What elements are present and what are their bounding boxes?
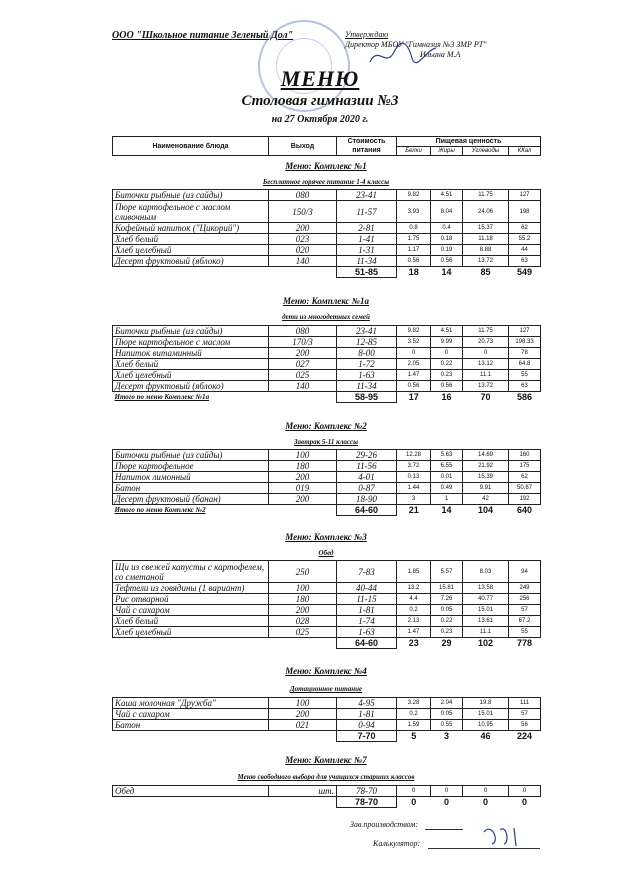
- dish-name: Батон: [113, 483, 269, 494]
- dish-proteins: 0.8: [397, 223, 431, 234]
- dish-fats: 6.55: [431, 461, 463, 472]
- dish-price: 11-34: [337, 381, 397, 392]
- dish-name: Пюре картофельное: [113, 461, 269, 472]
- dish-kcal: 44: [509, 245, 541, 256]
- total-carbs: 85: [480, 267, 491, 278]
- dish-carbs: 11.75: [463, 326, 509, 337]
- table-row: [113, 370, 541, 381]
- table-row: [113, 605, 541, 616]
- table-row: [113, 348, 541, 359]
- dish-kcal: 256: [509, 594, 541, 605]
- totals-row: [113, 505, 541, 516]
- dish-price: 23-41: [337, 190, 397, 201]
- dish-carbs: 11.1: [463, 627, 509, 638]
- dish-output: 140: [269, 381, 337, 392]
- total-price: 64-60: [337, 505, 397, 516]
- dish-carbs: 20.73: [463, 337, 509, 348]
- total-fats: 0: [443, 797, 449, 808]
- col-output: Выход: [269, 137, 337, 156]
- dish-name: Биточки рыбные (из сайды): [113, 450, 269, 461]
- dish-fats: 5.63: [431, 450, 463, 461]
- dish-carbs: 13.61: [463, 616, 509, 627]
- dish-price: 2-81: [337, 223, 397, 234]
- table-row: [113, 786, 541, 797]
- dish-fats: 4.51: [431, 190, 463, 201]
- total-carbs: 0: [482, 797, 488, 808]
- dish-output: 023: [269, 234, 337, 245]
- total-fats: 16: [441, 392, 452, 403]
- dish-output: 200: [269, 709, 337, 720]
- table-row: [113, 326, 541, 337]
- dish-price: 7-83: [337, 561, 397, 583]
- approval-position: Директор МБОУ "Гимназия №3 ЗМР РТ": [345, 40, 487, 49]
- dish-fats: 0.05: [431, 709, 463, 720]
- dish-name: Хлеб белый: [113, 616, 269, 627]
- table-row: [113, 472, 541, 483]
- total-price: 78-70: [337, 797, 397, 808]
- dish-carbs: 24.06: [463, 201, 509, 223]
- totals-label: Итого по меню Комплекс №1а: [114, 393, 210, 402]
- table-row: [113, 256, 541, 267]
- dish-price: 1-31: [337, 245, 397, 256]
- section-table: [112, 449, 541, 516]
- dish-output: 250: [269, 561, 337, 583]
- dish-price: 11-57: [337, 201, 397, 223]
- section-title: Меню: Комплекс №7: [285, 755, 367, 765]
- dish-kcal: 62: [509, 223, 541, 234]
- total-price: 51-85: [337, 267, 397, 278]
- dish-carbs: 13.72: [463, 381, 509, 392]
- dish-proteins: 0: [397, 786, 431, 797]
- dish-price: 11-34: [337, 256, 397, 267]
- totals-label: Итого по меню Комплекс №2: [114, 506, 206, 515]
- section-subtitle: дети из многодетных семей: [282, 313, 370, 321]
- totals-row: [113, 267, 541, 278]
- dish-fats: 0.4: [431, 223, 463, 234]
- dish-output: 100: [269, 450, 337, 461]
- dish-fats: 0.22: [431, 359, 463, 370]
- dish-price: 11-56: [337, 461, 397, 472]
- dish-proteins: 3: [397, 494, 431, 505]
- section-table: [112, 785, 541, 808]
- dish-kcal: 175: [509, 461, 541, 472]
- dish-proteins: 4.4: [397, 594, 431, 605]
- dish-output: 080: [269, 190, 337, 201]
- menu-date: на 27 Октября 2020 г.: [271, 114, 369, 125]
- dish-carbs: 40.77: [463, 594, 509, 605]
- dish-proteins: 13.2: [397, 583, 431, 594]
- dish-price: 1-41: [337, 234, 397, 245]
- dish-price: 0-94: [337, 720, 397, 731]
- dish-fats: 1: [431, 494, 463, 505]
- dish-proteins: 0.13: [397, 472, 431, 483]
- dish-output: 150/3: [269, 201, 337, 223]
- dish-kcal: 160: [509, 450, 541, 461]
- dish-output: 080: [269, 326, 337, 337]
- dish-output: 019: [269, 483, 337, 494]
- section-title: Меню: Комплекс №3: [285, 532, 367, 542]
- total-price: 64-60: [337, 638, 397, 649]
- dish-fats: 0.56: [431, 381, 463, 392]
- dish-fats: 0.55: [431, 720, 463, 731]
- total-kcal: 549: [516, 267, 533, 278]
- dish-output: 200: [269, 348, 337, 359]
- dish-proteins: 0.56: [397, 381, 431, 392]
- dish-proteins: 0.56: [397, 256, 431, 267]
- dish-carbs: 9.91: [463, 483, 509, 494]
- dish-fats: 4.51: [431, 326, 463, 337]
- dish-kcal: 56: [509, 720, 541, 731]
- dish-carbs: 15.01: [463, 709, 509, 720]
- table-row: [113, 561, 541, 583]
- table-row: [113, 698, 541, 709]
- table-row: [113, 359, 541, 370]
- total-fats: 14: [441, 267, 452, 278]
- dish-name: Щи из свежей капусты с картофелем, со сметаной: [113, 561, 269, 583]
- dish-proteins: 1.47: [397, 627, 431, 638]
- dish-kcal: 63: [509, 256, 541, 267]
- organization-name: ООО "Школьное питание Зеленый Дол": [112, 30, 294, 41]
- dish-kcal: 63: [509, 381, 541, 392]
- col-cost: Стоимость питания: [337, 137, 397, 156]
- table-row: [113, 616, 541, 627]
- dish-name: Рис отварной: [113, 594, 269, 605]
- dish-fats: 0.19: [431, 245, 463, 256]
- dish-proteins: 3.52: [397, 337, 431, 348]
- dish-fats: 5.57: [431, 561, 463, 583]
- dish-kcal: 198.33: [509, 337, 541, 348]
- dish-kcal: 249: [509, 583, 541, 594]
- section-title: Меню: Комплекс №1: [285, 161, 367, 171]
- dish-price: 4-95: [337, 698, 397, 709]
- production-signature-line: [425, 829, 463, 830]
- total-kcal: 224: [516, 731, 533, 742]
- dish-price: 1-63: [337, 370, 397, 381]
- dish-price: 11-15: [337, 594, 397, 605]
- dish-kcal: 64.8: [509, 359, 541, 370]
- section-table: [112, 697, 541, 742]
- dish-carbs: 8.88: [463, 245, 509, 256]
- dish-kcal: 50.67: [509, 483, 541, 494]
- dish-name: Кофейный напиток ("Цикорий"): [113, 223, 269, 234]
- dish-output: 020: [269, 245, 337, 256]
- dish-fats: 0.01: [431, 472, 463, 483]
- dish-kcal: 55.2: [509, 234, 541, 245]
- dish-carbs: 15.37: [463, 223, 509, 234]
- dish-price: 4-01: [337, 472, 397, 483]
- dish-proteins: 0.2: [397, 709, 431, 720]
- dish-proteins: 1.17: [397, 245, 431, 256]
- table-row: [113, 461, 541, 472]
- dish-name: Десерт фруктовый (банан): [113, 494, 269, 505]
- total-price: 58-95: [337, 392, 397, 403]
- dish-output: 025: [269, 370, 337, 381]
- section-subtitle: Завтрак 5-11 классы: [294, 438, 358, 446]
- dish-carbs: 11.18: [463, 234, 509, 245]
- dish-proteins: 1.85: [397, 561, 431, 583]
- dish-fats: 0: [431, 786, 463, 797]
- dish-proteins: 3.72: [397, 461, 431, 472]
- dish-carbs: 14.69: [463, 450, 509, 461]
- dish-price: 23-41: [337, 326, 397, 337]
- total-kcal: 640: [516, 505, 533, 516]
- dish-price: 1-81: [337, 605, 397, 616]
- section-subtitle: Обед: [318, 549, 334, 557]
- dish-output: 140: [269, 256, 337, 267]
- table-row: [113, 337, 541, 348]
- dish-output: 200: [269, 472, 337, 483]
- dish-fats: 0: [431, 348, 463, 359]
- dish-price: 18-90: [337, 494, 397, 505]
- dish-name: Биточки рыбные (из сайды): [113, 190, 269, 201]
- dish-name: Каша молочная "Дружба": [113, 698, 269, 709]
- dish-name: Хлеб белый: [113, 359, 269, 370]
- dish-output: 180: [269, 461, 337, 472]
- dish-kcal: 198: [509, 201, 541, 223]
- dish-kcal: 62: [509, 472, 541, 483]
- total-carbs: 104: [477, 505, 494, 516]
- dish-price: 8-00: [337, 348, 397, 359]
- dish-proteins: 3.93: [397, 201, 431, 223]
- dish-proteins: 0.2: [397, 605, 431, 616]
- dish-name: Чай с сахаром: [113, 605, 269, 616]
- total-kcal: 778: [516, 638, 533, 649]
- table-row: [113, 594, 541, 605]
- dish-proteins: 0: [397, 348, 431, 359]
- total-proteins: 18: [408, 267, 419, 278]
- dish-carbs: 21.92: [463, 461, 509, 472]
- total-proteins: 17: [408, 392, 419, 403]
- dish-output: шт.: [269, 786, 337, 797]
- dish-kcal: 94: [509, 561, 541, 583]
- table-row: [113, 450, 541, 461]
- dish-carbs: 11.75: [463, 190, 509, 201]
- dish-name: Чай с сахаром: [113, 709, 269, 720]
- production-manager-label: Зав.производством:: [350, 820, 419, 829]
- total-carbs: 102: [477, 638, 494, 649]
- dish-name: Обед: [113, 786, 269, 797]
- dish-output: 200: [269, 223, 337, 234]
- total-price: 7-70: [337, 731, 397, 742]
- dish-proteins: 1.44: [397, 483, 431, 494]
- section-subtitle: Дотационное питание: [289, 685, 363, 693]
- total-fats: 3: [443, 731, 449, 742]
- dish-proteins: 1.59: [397, 720, 431, 731]
- total-proteins: 5: [411, 731, 417, 742]
- total-carbs: 46: [480, 731, 491, 742]
- totals-row: [113, 797, 541, 808]
- col-kcal: ККал: [509, 147, 541, 156]
- dish-kcal: 127: [509, 190, 541, 201]
- section-title: Меню: Комплекс №4: [285, 666, 367, 676]
- dish-output: 027: [269, 359, 337, 370]
- col-carbs: Углеводы: [463, 147, 509, 156]
- table-row: [113, 720, 541, 731]
- dish-price: 0-87: [337, 483, 397, 494]
- dish-carbs: 15.01: [463, 605, 509, 616]
- dish-proteins: 2.05: [397, 359, 431, 370]
- dish-carbs: 11.1: [463, 370, 509, 381]
- col-proteins: Белки: [397, 147, 431, 156]
- calculator-label: Калькулятор:: [373, 839, 421, 848]
- dish-price: 29-26: [337, 450, 397, 461]
- dish-fats: 0.18: [431, 234, 463, 245]
- dish-fats: 15.81: [431, 583, 463, 594]
- dish-proteins: 9.82: [397, 190, 431, 201]
- dish-fats: 0.49: [431, 483, 463, 494]
- dish-carbs: 10.95: [463, 720, 509, 731]
- section-table: [112, 560, 541, 649]
- col-fats: Жиры: [431, 147, 463, 156]
- dish-kcal: 127: [509, 326, 541, 337]
- dish-carbs: 0: [463, 348, 509, 359]
- dish-name: Хлеб белый: [113, 234, 269, 245]
- dish-fats: 0.56: [431, 256, 463, 267]
- dish-carbs: 13.12: [463, 359, 509, 370]
- dish-name: Пюре картофельное с маслом: [113, 337, 269, 348]
- dish-carbs: 13.72: [463, 256, 509, 267]
- dish-name: Биточки рыбные (из сайды): [113, 326, 269, 337]
- col-name: Наименование блюда: [113, 137, 269, 156]
- dish-price: 1-81: [337, 709, 397, 720]
- col-nutrition: Пищевая ценность: [397, 137, 541, 147]
- dish-output: 180: [269, 594, 337, 605]
- section-subtitle: Меню свободного выбора для учащихся старших классов: [237, 773, 415, 781]
- dish-output: 200: [269, 605, 337, 616]
- dish-carbs: 0: [463, 786, 509, 797]
- dish-name: Батон: [113, 720, 269, 731]
- dish-price: 1-63: [337, 627, 397, 638]
- dish-carbs: 13.58: [463, 583, 509, 594]
- dish-name: Хлеб целебный: [113, 245, 269, 256]
- dish-kcal: 55: [509, 370, 541, 381]
- table-row: [113, 483, 541, 494]
- dish-name: Десерт фруктовый (яблоко): [113, 381, 269, 392]
- dish-fats: 0.23: [431, 627, 463, 638]
- dish-name: Хлеб целебный: [113, 370, 269, 381]
- table-row: [113, 381, 541, 392]
- approval-word: Утверждаю: [345, 30, 389, 39]
- dish-output: 200: [269, 494, 337, 505]
- total-fats: 29: [441, 638, 452, 649]
- dish-name: Десерт фруктовый (яблоко): [113, 256, 269, 267]
- dish-price: 12-85: [337, 337, 397, 348]
- dish-kcal: 67.2: [509, 616, 541, 627]
- dish-fats: 2.04: [431, 698, 463, 709]
- table-row: [113, 201, 541, 223]
- dish-proteins: 12.28: [397, 450, 431, 461]
- section-table: [112, 189, 541, 278]
- dish-kcal: 0: [509, 786, 541, 797]
- total-proteins: 23: [408, 638, 419, 649]
- total-proteins: 0: [411, 797, 417, 808]
- table-row: [113, 494, 541, 505]
- dish-fats: 9.99: [431, 337, 463, 348]
- table-row: [113, 709, 541, 720]
- table-row: [113, 245, 541, 256]
- section-title: Меню: Комплекс №1а: [282, 296, 370, 306]
- dish-fats: 0.05: [431, 605, 463, 616]
- approval-person: Ильина М.А: [420, 50, 461, 59]
- dish-fats: 7.26: [431, 594, 463, 605]
- dish-kcal: 111: [509, 698, 541, 709]
- dish-name: Тефтели из говядины (1 вариант): [113, 583, 269, 594]
- dish-carbs: 42: [463, 494, 509, 505]
- total-kcal: 586: [516, 392, 533, 403]
- dish-proteins: 2.13: [397, 616, 431, 627]
- total-carbs: 70: [480, 392, 491, 403]
- totals-row: [113, 638, 541, 649]
- calculator-signature: [480, 822, 530, 850]
- dish-fats: 8.04: [431, 201, 463, 223]
- dish-output: 025: [269, 627, 337, 638]
- dish-kcal: 57: [509, 709, 541, 720]
- dish-price: 40-44: [337, 583, 397, 594]
- dish-price: 1-74: [337, 616, 397, 627]
- dish-carbs: 15.39: [463, 472, 509, 483]
- dish-kcal: 192: [509, 494, 541, 505]
- dish-output: 021: [269, 720, 337, 731]
- dish-proteins: 1.47: [397, 370, 431, 381]
- dish-output: 100: [269, 698, 337, 709]
- dish-name: Напиток витаминный: [113, 348, 269, 359]
- totals-row: [113, 392, 541, 403]
- table-row: [113, 627, 541, 638]
- total-kcal: 0: [521, 797, 527, 808]
- section-subtitle: Бесплатное горячее питание 1-4 классы: [262, 178, 390, 186]
- dish-name: Хлеб целебный: [113, 627, 269, 638]
- column-header-table: [112, 136, 541, 156]
- dish-name: Пюре картофельное с маслом сливочным: [113, 201, 269, 223]
- dish-price: 78-70: [337, 786, 397, 797]
- menu-title: МЕНЮ: [280, 66, 360, 91]
- dish-kcal: 78: [509, 348, 541, 359]
- dish-fats: 0.23: [431, 370, 463, 381]
- section-title: Меню: Комплекс №2: [285, 421, 367, 431]
- dish-carbs: 8.03: [463, 561, 509, 583]
- total-fats: 14: [441, 505, 452, 516]
- dish-output: 170/3: [269, 337, 337, 348]
- dish-kcal: 55: [509, 627, 541, 638]
- table-row: [113, 234, 541, 245]
- dish-price: 1-72: [337, 359, 397, 370]
- dish-fats: 0.22: [431, 616, 463, 627]
- section-table: [112, 325, 541, 403]
- dish-proteins: 9.82: [397, 326, 431, 337]
- dish-proteins: 3.28: [397, 698, 431, 709]
- dish-kcal: 57: [509, 605, 541, 616]
- total-proteins: 21: [408, 505, 419, 516]
- dish-output: 100: [269, 583, 337, 594]
- table-row: [113, 583, 541, 594]
- dish-output: 028: [269, 616, 337, 627]
- menu-subtitle: Столовая гимназии №3: [241, 93, 399, 109]
- table-row: [113, 190, 541, 201]
- totals-row: [113, 731, 541, 742]
- dish-proteins: 1.75: [397, 234, 431, 245]
- table-row: [113, 223, 541, 234]
- dish-name: Напиток лимонный: [113, 472, 269, 483]
- dish-carbs: 19.8: [463, 698, 509, 709]
